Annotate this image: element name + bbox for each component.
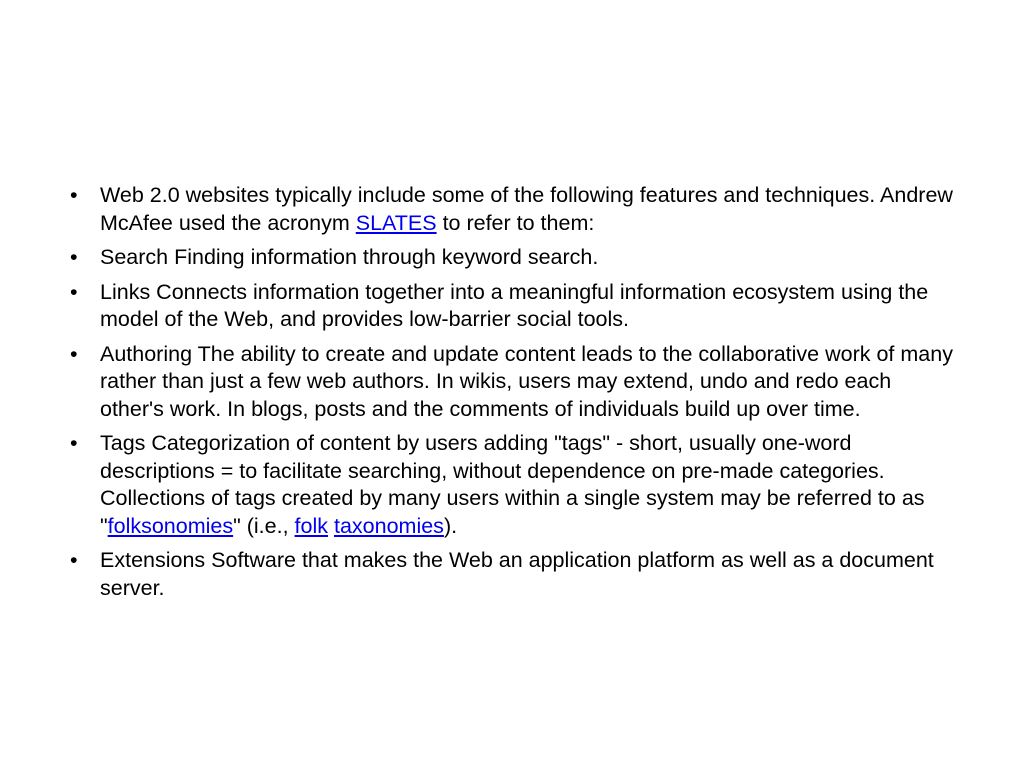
bullet-text: Web 2.0 websites typically include some of the following features and techniques. Andrew McAfee used the acronym — [100, 183, 953, 235]
bullet-item-extensions — [70, 547, 960, 602]
bullet-dot-icon: • — [70, 183, 78, 207]
folk-link[interactable]: folk — [294, 513, 328, 538]
taxonomies-link[interactable]: taxonomies — [333, 513, 444, 538]
bullet-item-links — [70, 279, 960, 334]
bullet-text: " (i.e., — [233, 513, 295, 538]
bullet-text: Search Finding information through keyword search. — [100, 245, 599, 269]
bullet-text: Authoring The ability to create and update content leads to the collaborative work of many rather than just a few web authors. In wikis, users may extend, undo and redo each other's work. In blogs, posts and the comments of individuals build up over time. — [100, 341, 953, 421]
bullet-item-authoring — [70, 341, 960, 424]
bullet-dot-icon: • — [70, 279, 78, 304]
bullet-text: Tags Categorization of content by users adding "tags" - short, usually one-word descriptions = to facilitate searching, without dependence on pre-made categories. Collections of tags created by many users within a single system may be referred to as " — [100, 431, 925, 538]
bullet-text: to refer to them: — [436, 210, 595, 235]
bullet-item-tags — [70, 430, 960, 540]
bullet-text: Extensions Software that makes the Web an application platform as well as a document server. — [100, 548, 934, 600]
bullet-dot-icon: • — [70, 431, 78, 455]
bullet-text: ). — [443, 513, 458, 538]
folksonomies-link[interactable]: folksonomies — [107, 513, 234, 538]
bullet-text: Links Connects information together into a meaningful information ecosystem using the model of the Web, and provides low-barrier social tools. — [100, 279, 929, 331]
bullet-list — [70, 182, 960, 609]
slates-link[interactable]: SLATES — [355, 210, 437, 235]
bullet-dot-icon: • — [70, 548, 78, 572]
bullet-item-web20 — [70, 182, 960, 237]
bullet-dot-icon: • — [70, 245, 78, 269]
bullet-item-search — [70, 244, 960, 272]
bullet-dot-icon: • — [70, 341, 78, 366]
